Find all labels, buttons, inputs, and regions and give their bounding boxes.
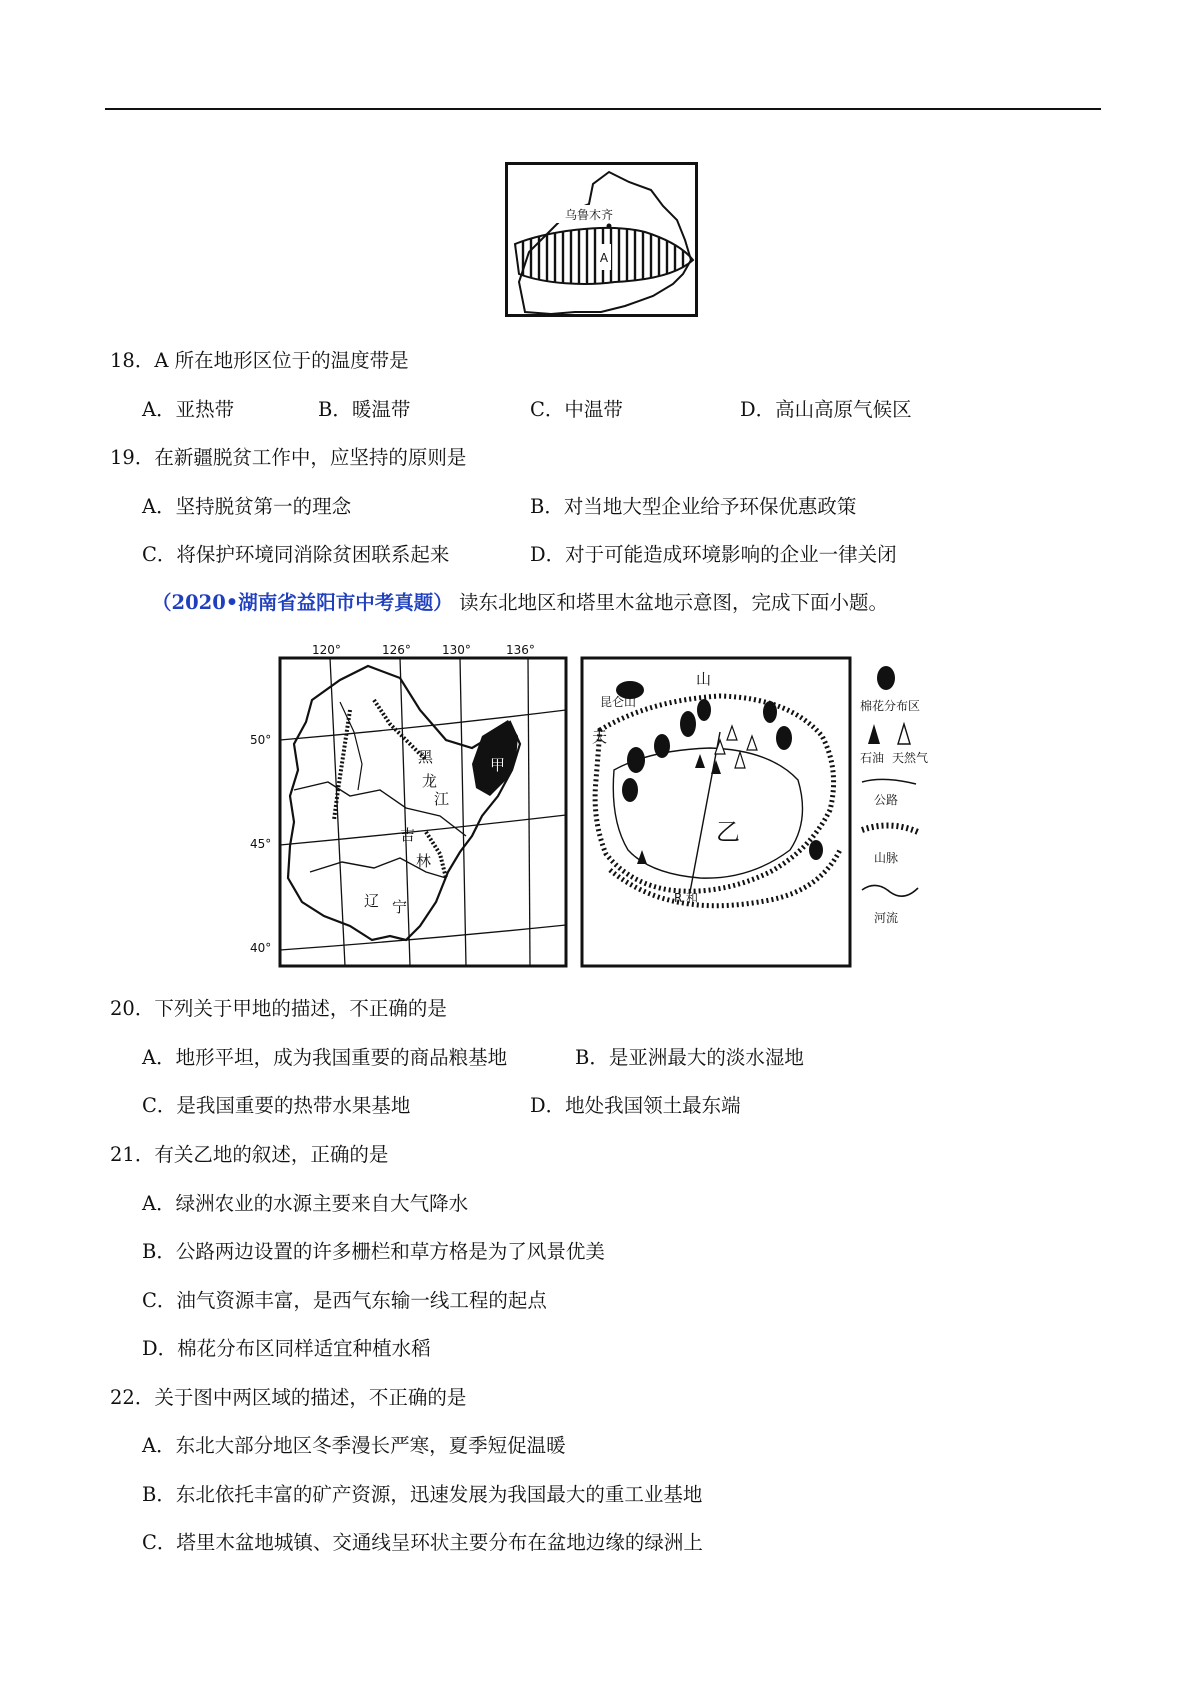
q22-option-c: C．塔里木盆地城镇、交通线呈环状主要分布在盆地边缘的绿洲上 bbox=[142, 1531, 703, 1554]
intro-text: 读东北地区和塔里木盆地示意图，完成下面小题。 bbox=[458, 591, 888, 614]
q19-option-a: A．坚持脱贫第一的理念 bbox=[142, 495, 352, 518]
liaoning-label-1: 辽 bbox=[364, 892, 380, 910]
question-20-stem: 20．下列关于甲地的描述，不正确的是 bbox=[110, 997, 447, 1020]
oil-legend-icon bbox=[868, 724, 880, 744]
question-19-stem: 19．在新疆脱贫工作中，应坚持的原则是 bbox=[110, 446, 467, 469]
cotton-legend-icon bbox=[877, 666, 895, 690]
jilin-label-2: 林 bbox=[416, 852, 432, 870]
q20-option-d: D．地处我国领土最东端 bbox=[530, 1094, 741, 1117]
heilongjiang-label-3: 江 bbox=[434, 790, 450, 808]
heilongjiang-label-2: 龙 bbox=[422, 772, 438, 790]
legend-gas: 天然气 bbox=[892, 751, 929, 765]
legend-oil: 石油 bbox=[860, 751, 885, 765]
header-rule bbox=[105, 108, 1101, 110]
q19-option-c: C．将保护环境同消除贫困联系起来 bbox=[142, 543, 450, 566]
q22-option-a: A．东北大部分地区冬季漫长严寒，夏季短促温暖 bbox=[142, 1434, 566, 1457]
q20-option-c: C．是我国重要的热带水果基地 bbox=[142, 1094, 411, 1117]
lat-40-label: 40° bbox=[250, 941, 272, 955]
question-21-stem: 21．有关乙地的叙述，正确的是 bbox=[110, 1143, 389, 1166]
legend-mountain: 山脉 bbox=[874, 851, 899, 865]
road-legend-icon bbox=[862, 779, 916, 784]
legend-road: 公路 bbox=[874, 793, 899, 807]
heilongjiang-label-1: 黑 bbox=[418, 748, 434, 766]
q21-option-d: D．棉花分布区同样适宜种植水稻 bbox=[142, 1337, 431, 1360]
legend-cotton: 棉花分布区 bbox=[860, 699, 921, 713]
shan-label: 山 bbox=[696, 670, 712, 688]
question-18-stem: 18．A 所在地形区位于的温度带是 bbox=[110, 349, 409, 372]
liaoning-label-2: 宁 bbox=[392, 898, 408, 916]
q18-option-b: B．暖温带 bbox=[318, 398, 411, 421]
question-group-intro bbox=[152, 589, 888, 617]
map-legend bbox=[860, 666, 928, 925]
lat-50-label: 50° bbox=[250, 733, 272, 747]
region-a-label: A bbox=[599, 251, 609, 265]
q22-option-b: B．东北依托丰富的矿产资源，迅速发展为我国最大的重工业基地 bbox=[142, 1483, 703, 1506]
lon-130-label: 130° bbox=[442, 643, 471, 657]
northeast-tarim-map-figure bbox=[250, 640, 940, 972]
lon-120-label: 120° bbox=[312, 643, 341, 657]
source-tag: （2020•湖南省益阳市中考真题） bbox=[152, 591, 453, 614]
tian-label: 天 bbox=[592, 728, 608, 746]
q19-option-b: B．对当地大型企业给予环保优惠政策 bbox=[530, 495, 857, 518]
q18-option-a: A．亚热带 bbox=[142, 398, 235, 421]
legend-river: 河流 bbox=[874, 911, 899, 925]
q18-option-d: D．高山高原气候区 bbox=[740, 398, 912, 421]
jia-label: 甲 bbox=[490, 756, 506, 774]
yi-label: 乙 bbox=[716, 818, 740, 846]
q20-option-a: A．地形平坦，成为我国重要的商品粮基地 bbox=[142, 1046, 508, 1069]
r-label: R bbox=[674, 891, 683, 905]
he-label: 和 bbox=[686, 891, 699, 905]
gas-legend-icon bbox=[898, 724, 910, 744]
urumqi-label: 乌鲁木齐 bbox=[564, 208, 614, 222]
q21-option-c: C．油气资源丰富，是西气东输一线工程的起点 bbox=[142, 1289, 547, 1312]
kunlun-label: 昆仑山 bbox=[600, 695, 637, 709]
xinjiang-map-figure bbox=[505, 162, 698, 317]
q20-option-b: B．是亚洲最大的淡水湿地 bbox=[575, 1046, 804, 1069]
lat-45-label: 45° bbox=[250, 837, 272, 851]
q19-option-d: D．对于可能造成环境影响的企业一律关闭 bbox=[530, 543, 897, 566]
q21-option-a: A．绿洲农业的水源主要来自大气降水 bbox=[142, 1192, 469, 1215]
mountain-legend-icon bbox=[862, 825, 918, 832]
question-22-stem: 22．关于图中两区域的描述，不正确的是 bbox=[110, 1386, 467, 1409]
lon-136-label: 136° bbox=[506, 643, 535, 657]
urumqi-dot bbox=[607, 224, 612, 229]
q18-option-c: C．中温带 bbox=[530, 398, 623, 421]
jilin-label-1: 吉 bbox=[400, 826, 416, 844]
lon-126-label: 126° bbox=[382, 643, 411, 657]
river-legend-icon bbox=[862, 885, 918, 896]
q21-option-b: B．公路两边设置的许多栅栏和草方格是为了风景优美 bbox=[142, 1240, 605, 1263]
